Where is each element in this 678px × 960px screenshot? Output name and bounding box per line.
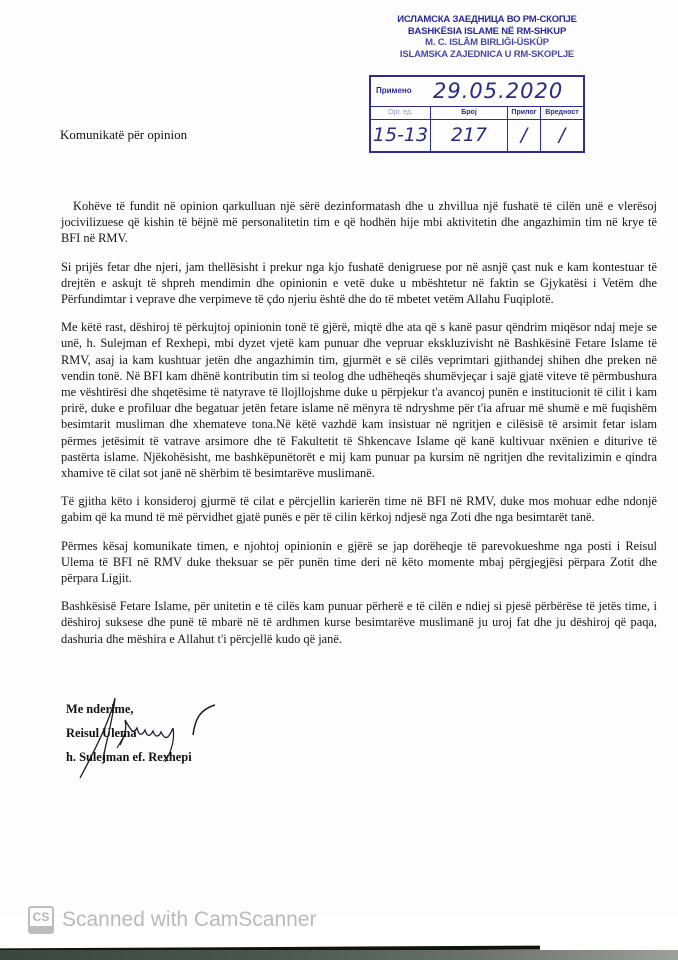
stamp-line: BASHKËSIA ISLAME NË RM-SHKUP xyxy=(407,25,567,37)
salutation: Me nderime, xyxy=(66,702,134,716)
received-label: Примено xyxy=(376,86,412,95)
paragraph: Të gjitha këto i konsideroj gjurmë të cilat e përcjellin karierën time në BFI në RMV, duke mos mohuar edhe ndonjë gabim që ka mund të më përvidhet gjatë punës e për të cilin kërkoj ndjesë nga Zoti dhe nga besimtarët tanë. xyxy=(61,494,657,525)
stamp-grid xyxy=(371,106,583,151)
stamp-cell-attachment: Прилог / xyxy=(508,106,541,151)
signer-name: h. Sulejman ef. Rexhepi xyxy=(66,750,192,764)
stamp-cell-value: Вредност / xyxy=(541,106,583,151)
camscanner-text: Scanned with CamScanner xyxy=(62,908,317,931)
document-subject: Komunikatë për opinion xyxy=(60,127,188,142)
paragraph: Bashkësisë Fetare Islame, për unitetin e të cilës kam punuar përherë e të cilën e ndiej si pjesë përbërëse të jetës time, i dëshiroj suksese dhe punë të mbarë në të ardhmen kurse besimtarëve muslimanë ju uroj fat dhe ju dëshiroj që paqa, dashuria dhe mëshira e Allahut t'i përcjellë kudo që janë. xyxy=(61,599,657,646)
stamp-header xyxy=(372,14,602,60)
registry-stamp xyxy=(369,75,585,153)
paragraph: Me këtë rast, dëshiroj të përkujtoj opinionin tonë të gjërë, miqtë dhe ata që s kanë pasur qëndrim miqësor ndaj meje se unë, h. Sulejman ef Rexhepi, mbi dyzet vjetë kam punuar dhe vepruar ekskluzivisht në Bashkësinë Fetare Islame të RMV, asaj ia kam kushtuar jetën dhe angazhimin tim, gjurmët e së cilës veprimtari gjithandej shihen dhe preken në vendin tonë. Në BFI kam dhënë kontributin tim si teolog dhe udhëheqës shumëvjeçar i sajë gjatë viteve të përmbushura me vështirësi dhe shqetësime të natyrave të llojllojshme duke u përpjekur t'a avancoj punën e institucionit të cilit i kam prirë, duke e profiluar dhe begatuar jetën fetare islame në mënyra të ndryshme për t'ia afruar më shumë e më fuqishëm besimtarit musliman dhe xhemateve tona.Në këtë vazhdë kam insistuar në ngritjen e cilësisë të arsimit fetar islam përmes jetësimit të vatrave arsimore dhe të Fakultetit të Shkencave Islame që kanë kultivuar nxënien e diturive të pastërta islame. Njëkohësisht, me bashkëpunëtorët e mij kam punuar pa kursim në ngritjen dhe revitalizimin e qindra xhamive të cilat sot janë në shërbim të besimtarëve muslimanë. xyxy=(61,320,657,481)
camscanner-watermark xyxy=(28,906,316,934)
stamp-cell-org-unit: Орг. ед. 15-13 xyxy=(371,106,431,151)
paragraph: Si prijës fetar dhe njeri, jam thellësisht i prekur nga kjo fushatë denigruese por në asnjë çast nuk e kam kontestuar të drejtën e askujt të shpreh mendimin dhe opinionin e vetë duke u mbështetur në faktin se Gjykatësi i Vetëm dhe Përfundimtar i veprave dhe verpimeve të çdo njeriu është dhe do të mbetet vetëm Allahu Fuqiplotë. xyxy=(61,259,657,307)
document-body xyxy=(61,198,657,659)
stamp-received-row xyxy=(371,77,583,107)
stamp-line: M. C. ISLÂM BIRLIĞI-ÜSKÜP xyxy=(425,37,549,48)
stamp-line: ISLAMSKA ZAJEDNICA U RM-SKOPLJE xyxy=(399,48,575,60)
stamp-line: ИСЛАМСКА ЗАЕДНИЦА ВО РМ-СКОПЈЕ xyxy=(397,14,577,25)
received-date: 29.05.2020 xyxy=(433,79,564,103)
signer-title: Reisul Ulema xyxy=(66,726,137,740)
closing-block xyxy=(66,702,192,774)
paragraph: Kohëve të fundit në opinion qarkulluan një sërë dezinformatash dhe u zhvillua një fushatë të cilën unë e vlerësoj jocivilizuese që kishin të bëjnë më personalitetin tim e që hodhën hije mbi aktivitetin dhe angazhimin tim në krye të BFI në RMV. xyxy=(61,199,657,246)
background-surface xyxy=(0,950,678,960)
paragraph: Përmes kësaj komunikate timen, e njohtoj opinionin e gjërë se jap dorëheqje të parevokueshme nga posti i Reisul Ulema të BFI në RMV duke theksuar se për punën time deri në këto momente mbaj përgjegjësi përpara Zotit dhe përpara Ligjit. xyxy=(61,538,657,586)
camscanner-logo-icon: CS xyxy=(28,906,54,934)
stamp-cell-number: Број 217 xyxy=(431,106,508,151)
